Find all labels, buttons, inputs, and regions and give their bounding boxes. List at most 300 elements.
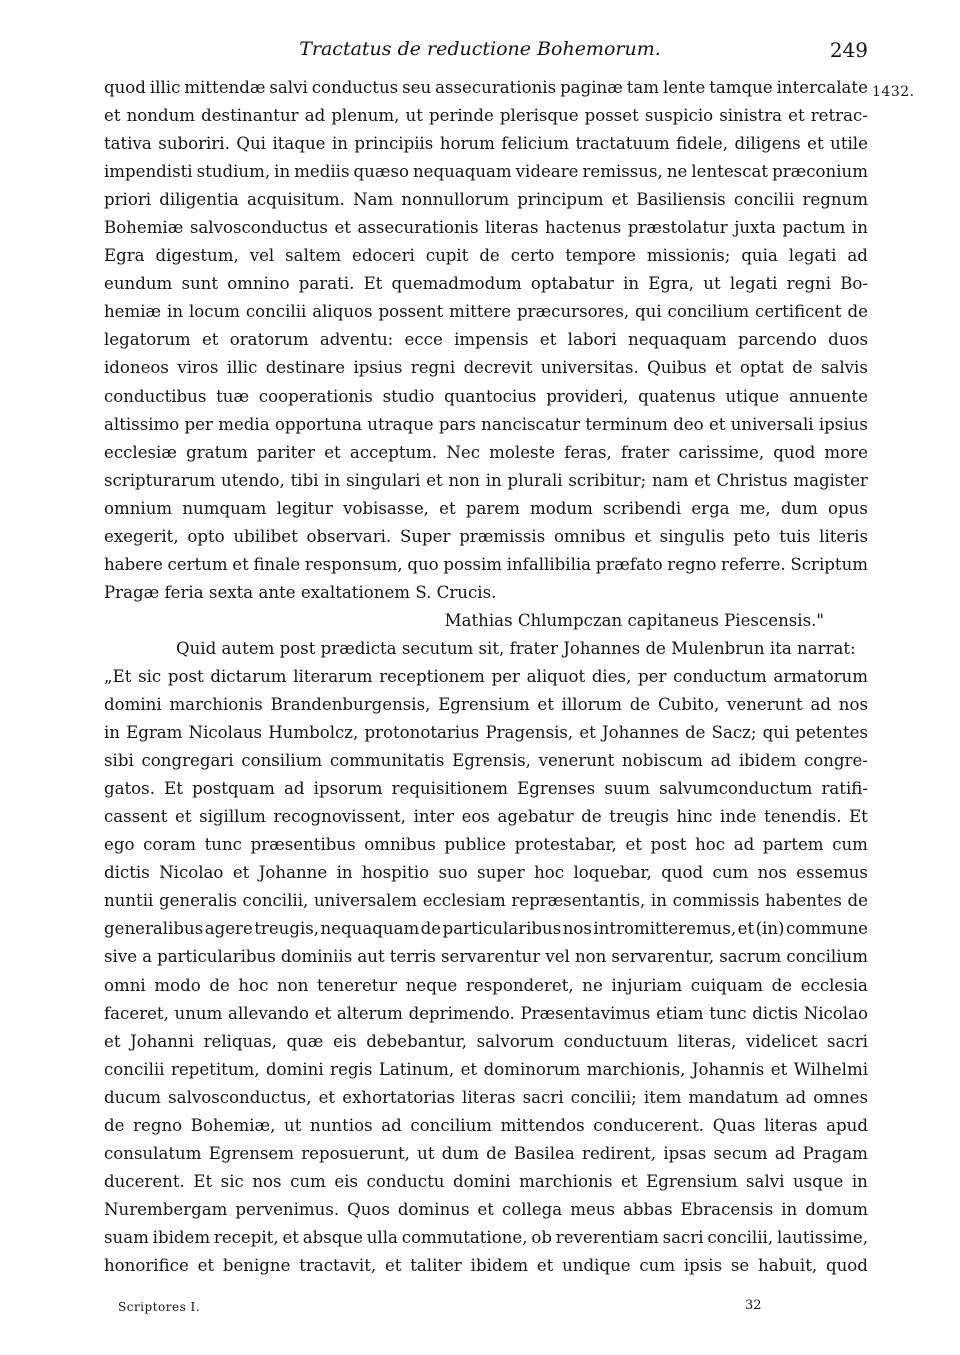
word: diligentia	[159, 190, 239, 210]
word: ut	[284, 1115, 302, 1135]
text-line: Mathias Chlumpczan capitaneus Piescensis."	[444, 610, 824, 630]
word: remissus,	[582, 162, 663, 182]
word: digestum,	[155, 246, 239, 266]
word: saltem	[285, 246, 342, 266]
word: post	[167, 666, 204, 686]
word: salvumconductum	[659, 779, 813, 799]
word: universitas.	[540, 358, 639, 378]
body-text	[104, 74, 868, 1280]
word: non	[277, 975, 309, 995]
word: dominus	[397, 1199, 470, 1219]
word: pactum	[782, 218, 846, 238]
word: Quos	[347, 1199, 390, 1219]
word: domini	[266, 1059, 324, 1079]
word: de	[847, 891, 868, 911]
word: absque	[302, 1227, 363, 1247]
running-head	[0, 38, 960, 68]
word: ibidem	[470, 1255, 529, 1275]
word: nos	[252, 1171, 282, 1191]
word: Basiliensis	[636, 190, 726, 210]
word: literas	[462, 1087, 516, 1107]
word: quod	[661, 863, 704, 883]
word: salvi	[269, 78, 308, 97]
word: et	[324, 442, 341, 462]
word: generalis	[158, 891, 237, 911]
word: ecclesia	[800, 975, 868, 995]
word: dominorum	[483, 1059, 581, 1079]
word: Bohemiæ	[104, 218, 184, 238]
text-line	[104, 1196, 868, 1224]
word: deo	[673, 414, 704, 434]
word: diligens	[734, 134, 801, 154]
word: sunt	[181, 274, 218, 294]
word: et	[318, 1087, 336, 1107]
word: tractavit,	[299, 1255, 377, 1275]
word: etiam	[656, 1003, 704, 1023]
word: Egrensis,	[452, 751, 531, 771]
word: posset	[584, 106, 639, 126]
word: redirent,	[582, 1143, 657, 1163]
word: annuente	[788, 386, 868, 406]
word: vel	[249, 246, 275, 266]
word: cupit	[425, 246, 469, 266]
word: Egrensium	[646, 1171, 738, 1191]
word: salvosconductus,	[168, 1087, 312, 1107]
word: sic	[138, 666, 162, 686]
word: Nicolao	[159, 863, 224, 883]
word: adventu:	[319, 330, 394, 350]
word: peto	[733, 526, 771, 546]
word: et	[282, 1227, 299, 1247]
text-line	[104, 1224, 868, 1252]
word: assecurationis	[435, 78, 557, 97]
footer-signature: Scriptores I.	[118, 1300, 201, 1314]
word: et	[537, 695, 554, 715]
word: deprimendo.	[408, 1003, 515, 1023]
text-line	[104, 298, 868, 326]
word: de	[771, 975, 793, 995]
word: Ebracensis	[680, 1199, 774, 1219]
word: debebantur,	[366, 1031, 468, 1051]
text-line	[104, 1084, 868, 1112]
word: essemus	[796, 863, 868, 883]
margin-year-note: 1432.	[872, 84, 915, 100]
word: a	[142, 947, 153, 967]
word: pariter	[256, 442, 316, 462]
word: habuit,	[758, 1255, 818, 1275]
word: gatos.	[104, 779, 155, 799]
word: marchionis	[169, 695, 263, 715]
word: sigillum	[199, 807, 266, 827]
word: certo	[510, 246, 555, 266]
word: in	[851, 1171, 868, 1191]
word: cum	[832, 835, 868, 855]
word: scripturarum	[104, 470, 216, 490]
word: observari.	[306, 526, 392, 546]
text-line	[104, 943, 868, 971]
word: provideri,	[546, 386, 629, 406]
word: hactenus	[545, 218, 622, 238]
word: regni	[410, 358, 456, 378]
word: conductibus	[104, 386, 207, 406]
word: studio	[382, 386, 435, 406]
word: omnino	[227, 274, 290, 294]
word: tam	[626, 78, 660, 97]
text-line	[104, 663, 868, 691]
word: utraque	[367, 414, 434, 434]
text-line	[104, 102, 868, 130]
text-line	[104, 803, 868, 831]
word: Sacz;	[711, 723, 757, 743]
word: præmissis	[459, 526, 546, 546]
word: et	[715, 358, 732, 378]
word: et	[770, 1059, 788, 1079]
word: sacri	[662, 1227, 704, 1247]
word: faceret,	[104, 1003, 169, 1023]
word: ante	[258, 582, 296, 602]
word: pars	[438, 414, 476, 434]
text-line	[104, 1112, 868, 1140]
text-line	[104, 1056, 868, 1084]
word: et	[477, 1199, 494, 1219]
word: assecurationis	[357, 218, 479, 238]
word: regni	[786, 274, 832, 294]
word: sacri	[522, 1087, 564, 1107]
word: consilium	[241, 751, 323, 771]
word: nobiscum	[622, 751, 703, 771]
word: ipsorum	[313, 779, 383, 799]
word: de	[420, 919, 442, 939]
word: cum	[290, 1171, 326, 1191]
word: in	[167, 302, 184, 322]
text-line	[104, 354, 868, 382]
word: treugis,	[254, 919, 320, 939]
word: recepit,	[213, 1227, 279, 1247]
word: et	[694, 470, 711, 490]
word: lente	[662, 78, 706, 97]
word: plurali	[507, 470, 563, 490]
word: horum	[439, 134, 495, 154]
word: plerisque	[499, 106, 579, 126]
word: item	[643, 1087, 682, 1107]
word: aliquos	[312, 302, 373, 322]
word: communitatis	[329, 751, 445, 771]
word: domini	[104, 695, 162, 715]
text-line	[104, 439, 868, 467]
word: ipsius	[818, 414, 868, 434]
word: Pragensis,	[485, 723, 574, 743]
word: ipsis	[683, 1255, 723, 1275]
word: mittere	[449, 302, 512, 322]
word: ibidem	[738, 751, 797, 771]
word: regis	[330, 1059, 373, 1079]
word: unum	[174, 1003, 223, 1023]
word: hospitio	[361, 863, 430, 883]
word: terris	[389, 947, 436, 967]
word: particularibus	[442, 919, 562, 939]
word: se	[730, 1255, 750, 1275]
word: Basilea	[513, 1143, 575, 1163]
word: viros	[177, 358, 219, 378]
word: hoc	[695, 835, 726, 855]
word: eos	[461, 807, 490, 827]
word: hoc	[238, 975, 269, 995]
word: petentes	[795, 723, 868, 743]
word: mandatum	[688, 1087, 779, 1107]
word: recognovissent,	[273, 807, 406, 827]
word: inter	[413, 807, 454, 827]
word: et	[384, 1255, 402, 1275]
word: in	[324, 470, 341, 490]
word: hemiæ	[104, 302, 162, 322]
word: habentes	[765, 891, 842, 911]
word: Scriptum	[790, 554, 868, 574]
word: reliquas,	[203, 1031, 277, 1051]
word: reverentiam	[555, 1227, 659, 1247]
word: inde	[720, 807, 757, 827]
word: ecce	[404, 330, 443, 350]
word: tenendis.	[764, 807, 842, 827]
word: et	[232, 554, 249, 574]
word: in	[650, 891, 667, 911]
word: commissis	[672, 891, 760, 911]
word: commune	[786, 919, 868, 939]
word: ad	[847, 246, 868, 266]
word: post	[650, 835, 687, 855]
word: exaltationem	[300, 582, 411, 602]
word: quod	[104, 78, 146, 97]
word: Præsentavimus	[520, 1003, 651, 1023]
word: universali	[730, 414, 814, 434]
word: et	[104, 1031, 121, 1051]
word: Qui	[236, 134, 266, 154]
word: ad	[710, 751, 732, 771]
word: in	[781, 1199, 798, 1219]
word: servarentur	[441, 947, 541, 967]
word: in	[336, 863, 353, 883]
word: et	[536, 1255, 554, 1275]
word: ut	[405, 106, 423, 126]
text-line	[104, 1000, 868, 1028]
word: agebatur	[497, 807, 574, 827]
text-line	[104, 859, 868, 887]
word: sexta	[208, 582, 254, 602]
word: omnibus	[554, 526, 626, 546]
text-line	[104, 523, 868, 551]
word: literas	[764, 1115, 818, 1135]
word: nos	[757, 863, 787, 883]
text-line	[104, 1140, 868, 1168]
word: frater	[620, 442, 670, 462]
word: feria	[164, 582, 204, 602]
word: seu	[402, 78, 432, 97]
word: et	[579, 723, 596, 743]
word: suum	[604, 779, 650, 799]
word: partem	[762, 835, 824, 855]
word: ob	[531, 1227, 552, 1247]
word: „Et	[104, 666, 132, 686]
word: treugis	[609, 807, 669, 827]
word: in	[331, 134, 348, 154]
word: quæso	[353, 162, 409, 182]
word: decrevit	[463, 358, 533, 378]
word: conducerent.	[593, 1115, 705, 1135]
text-line	[104, 972, 868, 1000]
word: finale	[253, 554, 301, 574]
word: priori	[104, 190, 152, 210]
word: Latinum,	[378, 1059, 455, 1079]
word: legati	[788, 246, 837, 266]
word: literas,	[677, 1031, 737, 1051]
word: et	[175, 807, 192, 827]
text-line	[104, 719, 868, 747]
text-line	[104, 551, 868, 579]
word: illorum	[561, 695, 622, 715]
word: ecclesiæ	[104, 442, 177, 462]
word: præconium	[772, 162, 868, 182]
word: Johanni	[130, 1031, 194, 1051]
word: certificent	[755, 302, 842, 322]
word: S.	[415, 582, 432, 602]
text-line	[104, 186, 868, 214]
word: quantocius	[444, 386, 537, 406]
word: Nurembergam	[104, 1199, 228, 1219]
word: terminum	[585, 414, 668, 434]
word: ad	[774, 1143, 796, 1163]
running-title: Tractatus de reductione Bohemorum.	[299, 38, 661, 60]
word: Et	[193, 1171, 213, 1191]
word: præstolatur	[627, 218, 728, 238]
word: ne	[582, 975, 603, 995]
word: regno	[667, 554, 717, 574]
word: quatenus	[638, 386, 716, 406]
word: salvosconductus	[189, 218, 328, 238]
word: concilium	[667, 302, 750, 322]
word: ratifi-	[821, 779, 868, 799]
word: cum	[639, 1255, 676, 1275]
word: qui	[635, 302, 662, 322]
text-line	[104, 130, 868, 158]
text-line	[104, 747, 868, 775]
word: sive	[104, 947, 138, 967]
word: exegerit,	[104, 526, 179, 546]
word: hinc	[676, 807, 713, 827]
word: agere	[204, 919, 253, 939]
word: sinistra	[719, 106, 783, 126]
word: meus	[570, 1199, 615, 1219]
word: omni	[104, 975, 146, 995]
word: particularibus	[157, 947, 276, 967]
word: tempore	[565, 246, 636, 266]
word: legitur	[276, 498, 333, 518]
word: in	[851, 218, 868, 238]
word: literis	[819, 526, 868, 546]
word: moleste	[489, 442, 556, 462]
word: idoneos	[104, 358, 169, 378]
word: cuiquam	[690, 975, 763, 995]
footer-sheet-number: 32	[745, 1298, 762, 1313]
word: videlicet	[745, 1031, 818, 1051]
word: hoc	[534, 863, 565, 883]
word: opus	[828, 498, 868, 518]
word: Christus	[716, 470, 788, 490]
word: tunc	[709, 1003, 747, 1023]
word: tunc	[204, 835, 242, 855]
word: venerunt	[727, 695, 803, 715]
word: felicium	[501, 134, 569, 154]
word: Et	[363, 274, 383, 294]
word: vobisasse,	[343, 498, 429, 518]
word: vel	[545, 947, 570, 967]
word: in	[623, 274, 640, 294]
text-line	[104, 467, 868, 495]
word: nequaquam	[320, 919, 420, 939]
word: literarum	[293, 666, 373, 686]
word: ad	[733, 835, 755, 855]
word: præfato	[595, 554, 663, 574]
text-line	[104, 495, 868, 523]
text-line	[104, 831, 868, 859]
word: reposuerunt,	[301, 1143, 410, 1163]
word: Wilhelmi	[793, 1059, 868, 1079]
word: quo	[407, 554, 439, 574]
word: requisitionem	[391, 779, 508, 799]
word: repræsentantis,	[511, 891, 646, 911]
word: Bo-	[840, 274, 868, 294]
word: dominiis	[280, 947, 353, 967]
word: suboriri.	[158, 134, 230, 154]
word: venerunt	[538, 751, 615, 771]
word: taliter	[410, 1255, 462, 1275]
word: de	[209, 975, 230, 995]
word: legatorum	[104, 330, 191, 350]
word: cooperationis	[258, 386, 373, 406]
word: Egram	[126, 723, 183, 743]
word: et	[201, 330, 219, 350]
word: conductu	[366, 1171, 445, 1191]
word: mediis	[294, 162, 350, 182]
word: nuntii	[104, 891, 154, 911]
word: protestabar,	[514, 835, 617, 855]
word: et	[334, 218, 351, 238]
word: labori	[567, 330, 617, 350]
word: alterum	[336, 1003, 403, 1023]
word: quod	[825, 1255, 868, 1275]
word: itaque	[272, 134, 326, 154]
word: omnibus	[364, 835, 436, 855]
word: præcursores,	[517, 302, 630, 322]
word: generalibus	[104, 919, 204, 939]
word: non	[448, 470, 480, 490]
word: nam	[652, 470, 689, 490]
word: repetitum,	[170, 1059, 260, 1079]
word: literas	[485, 218, 539, 238]
word: apud	[826, 1115, 868, 1135]
word: de	[581, 807, 602, 827]
word: in	[485, 470, 502, 490]
word: mittendos	[500, 1115, 585, 1135]
word: quia	[741, 246, 778, 266]
word: eis	[334, 1171, 358, 1191]
word: et	[788, 106, 805, 126]
word: nequaquam	[412, 162, 512, 182]
word: illic	[226, 358, 258, 378]
word: et	[439, 498, 456, 518]
word: domum	[805, 1199, 868, 1219]
text-line	[104, 158, 868, 186]
word: optabatur	[530, 274, 614, 294]
word: modo	[154, 975, 201, 995]
